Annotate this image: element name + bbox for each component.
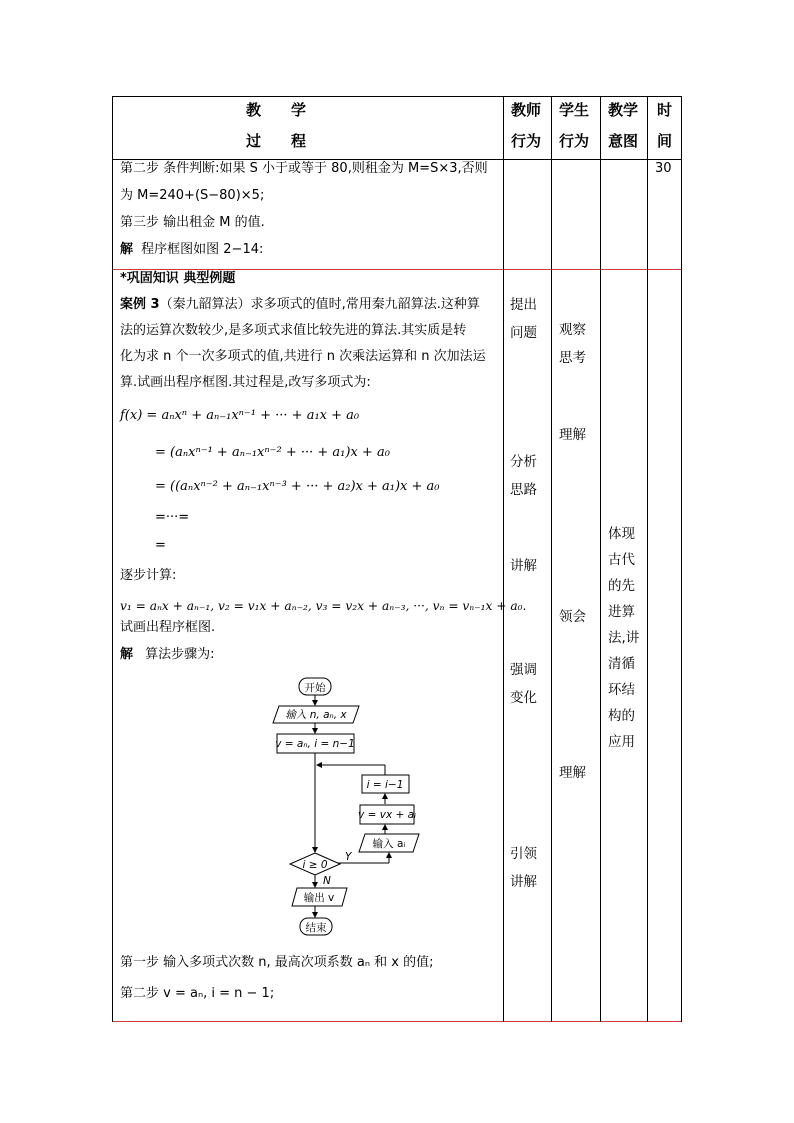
teacher-action-5: 引领 讲解	[510, 846, 537, 890]
output-label: 输出 v	[303, 892, 335, 904]
update-label: v = vx + aᵢ	[358, 809, 416, 821]
input-label-2: 输入 aᵢ	[372, 838, 406, 850]
header-process-line1: 教 学	[246, 101, 307, 119]
algorithm-label: 解	[120, 647, 134, 662]
equation-2: = (aₙxⁿ⁻¹ + aₙ₋₁xⁿ⁻² + ··· + a₁)x + a₀	[155, 445, 390, 460]
solution-label: 解	[120, 242, 134, 257]
equation-3: = ((aₙxⁿ⁻² + aₙ₋₁xⁿ⁻³ + ··· + a₂)x + a₁)x + a₀	[155, 479, 440, 494]
teacher-action-4: 强调 变化	[510, 662, 537, 706]
step2-formula: 第二步 v = aₙ, i = n − 1;	[120, 986, 275, 1001]
step3-line: 第三步 输出租金 M 的值.	[120, 215, 265, 230]
table-left-border	[112, 96, 113, 1022]
equation-5: =	[155, 538, 166, 553]
time-value: 30	[655, 161, 672, 176]
end-label: 结束	[305, 922, 327, 934]
case-text1: （秦九韶算法）求多项式的值时,常用秦九韶算法.这种算	[159, 297, 480, 312]
case-line3: 化为求 n 个一次多项式的值,共进行 n 次乘法运算和 n 次加法运	[120, 349, 486, 364]
student-action-2: 理解	[559, 427, 586, 443]
col-divider-2	[551, 96, 552, 1022]
equation-4: =···=	[155, 510, 190, 525]
solution-line	[120, 241, 263, 259]
header-student-2: 行为	[559, 132, 590, 150]
recurrence-formula: v₁ = aₙx + aₙ₋₁, v₂ = v₁x + aₙ₋₂, v₃ = v₂x + aₙ₋₃, ···, vₙ = vₙ₋₁x + a₀.	[120, 599, 527, 613]
section-title: *巩固知识 典型例题	[120, 271, 236, 286]
start-label: 开始	[304, 682, 326, 694]
solution-text: 程序框图如图 2−14:	[141, 242, 264, 257]
teacher-action-3: 讲解	[510, 558, 537, 574]
student-action-1: 观察 思考	[559, 322, 586, 366]
header-teacher-1: 教师	[511, 101, 542, 119]
yes-label: Y	[345, 851, 352, 863]
col-divider-3	[600, 96, 601, 1022]
header-intent-2: 意图	[608, 132, 639, 150]
teacher-action-1: 提出 问题	[510, 297, 537, 341]
draw-instruction: 试画出程序框图.	[120, 620, 216, 635]
step-calc-label: 逐步计算:	[120, 568, 177, 583]
init-label: v = aₙ, i = n−1	[275, 738, 355, 750]
teaching-intent: 体现 古代 的先 进算 法,讲 清循 环结 构的 应用	[608, 526, 640, 750]
equation-1: f(x) = aₙxⁿ + aₙ₋₁xⁿ⁻¹ + ··· + a₁x + a₀	[120, 408, 360, 423]
table-bottom-border	[112, 1021, 681, 1022]
algorithm-text: 算法步骤为:	[145, 647, 215, 662]
header-time-2: 间	[657, 132, 673, 150]
header-time-1: 时	[657, 101, 673, 119]
input-label-1: 输入 n, aₙ, x	[285, 709, 347, 721]
table-top-border	[112, 96, 681, 97]
algorithm-line	[120, 646, 215, 664]
header-student-1: 学生	[559, 101, 590, 119]
no-label: N	[323, 875, 331, 887]
step2-line1: 第二步 条件判断:如果 S 小于或等于 80,则租金为 M=S×3,否则	[120, 161, 488, 176]
case-line4: 算.试画出程序框图.其过程是,改写多项式为:	[120, 375, 371, 390]
case-line1	[120, 296, 480, 314]
student-action-4: 理解	[559, 765, 586, 781]
condition-label: i ≥ 0	[302, 859, 328, 871]
teacher-action-2: 分析 思路	[510, 454, 537, 498]
col-divider-4	[647, 96, 648, 1022]
header-process-line2: 过 程	[246, 132, 307, 150]
case-line2: 法的运算次数较少,是多项式求值比较先进的算法.其实质是转	[120, 323, 467, 338]
student-action-3: 领会	[559, 609, 586, 625]
table-right-border	[681, 96, 682, 1022]
case-label: 案例 3	[120, 297, 160, 312]
step1-text: 第一步 输入多项式次数 n, 最高次项系数 aₙ 和 x 的值;	[120, 955, 434, 970]
flowchart	[265, 672, 435, 942]
header-teacher-2: 行为	[511, 132, 542, 150]
decrement-label: i = i−1	[366, 779, 404, 791]
header-intent-1: 教学	[608, 101, 639, 119]
col-divider-1	[503, 96, 504, 1022]
step2-line2: 为 M=240+(S−80)×5;	[120, 188, 265, 203]
